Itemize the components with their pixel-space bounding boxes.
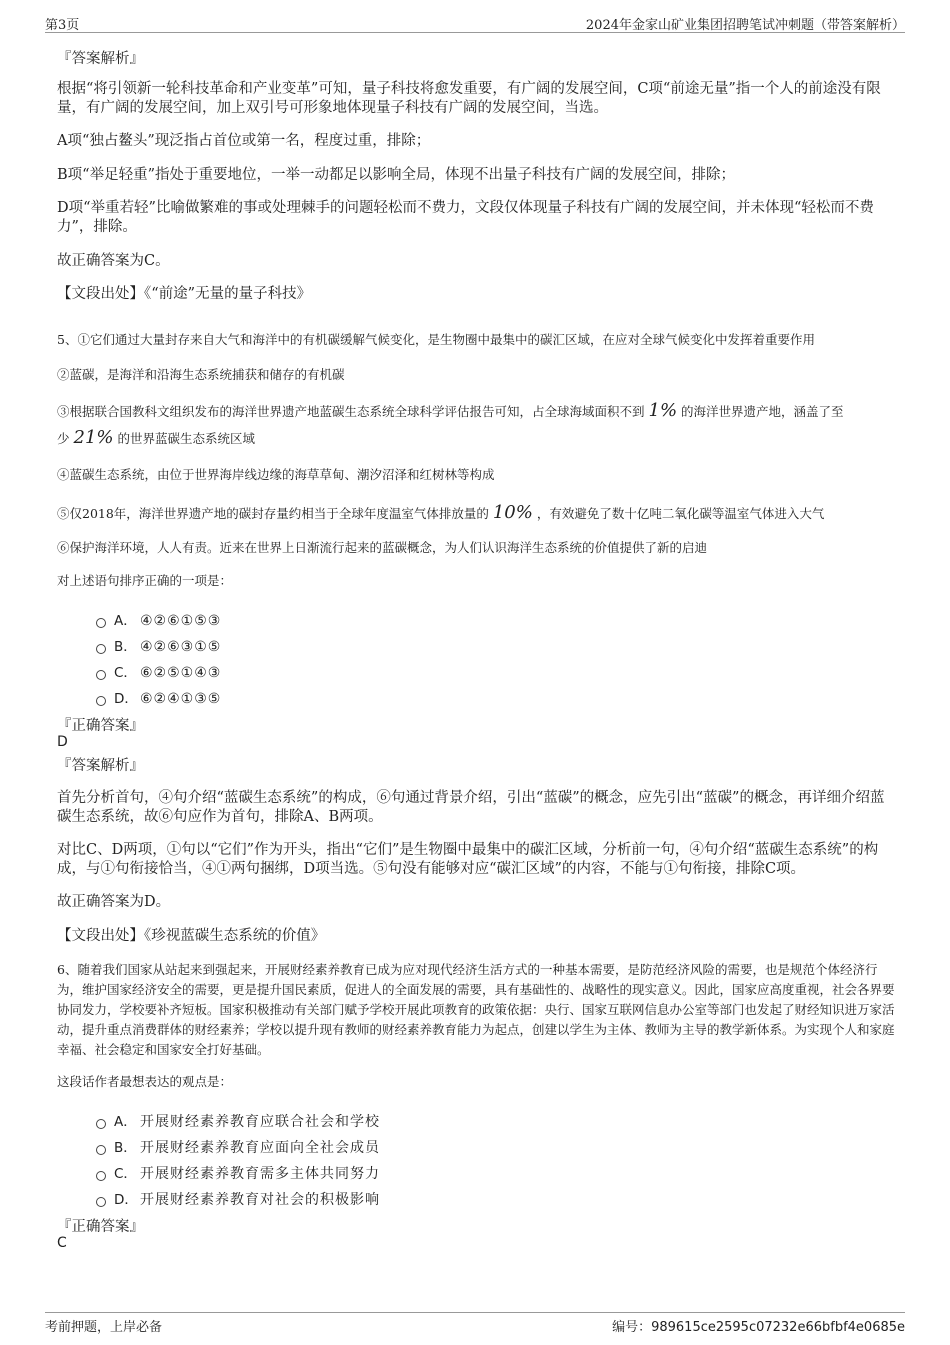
q4-conclusion: 故正确答案为C。 (57, 253, 170, 269)
q4-source: 【文段出处】《“前途”无量的量子科技》 (57, 286, 312, 302)
page-footer (45, 1312, 905, 1335)
q5-sentence-5-part-a: ⑤仅2018年，海洋世界遗产地的碳封存量约相当于全球年度温室气体排放量的 (57, 506, 489, 521)
q5-analysis-label: 『答案解析』 (57, 758, 144, 774)
q4-analysis-para-3: B项“举足轻重”指处于重要地位，一举一动都足以影响全局，体现不出量子科技有广阔的发展空间，排除； (57, 167, 735, 183)
q5-option-a[interactable]: A． ④②⑥①⑤③ (96, 609, 221, 629)
q4-analysis-label: 『答案解析』 (57, 51, 144, 67)
q5-option-d[interactable]: D． ⑥②④①③⑤ (96, 687, 221, 707)
q6-stem: 6、随着我们国家从站起来到强起来，开展财经素养教育已成为应对现代经济生活方式的一种基本需要，是防范经济风险的需要，也是规范个体经济行为，维护国家经济安全的需要，更是提升国民素质，促进人的全面发展的需要，具有基础性的、战略性的现实意义。因此，国家应高度重视，社会各界要协同发力，学校要补齐短板。国家积极推动有关部门赋予学校开展此项教育的政策依据：央行、国家互联网信息办公室等部门也发起了财经知识进万家活动，提升重点消费群体的财经素养；学校以提升现有教师的财经素养教育能力为起点，创建以学生为主体、教师为主导的教学新体系。为实现个人和家庭幸福、社会稳定和国家安全打好基础。 (57, 962, 895, 1057)
q5-sentence-3-part-b: 的海洋世界遗产地，涵盖了至 (681, 404, 844, 419)
q5-sentence-3 (57, 398, 895, 452)
radio-icon[interactable] (96, 618, 106, 628)
q5-option-b[interactable]: B． ④②⑥③①⑤ (96, 635, 221, 655)
q5-answer-label: 『正确答案』 (57, 718, 144, 734)
q6-answer-label: 『正确答案』 (57, 1219, 144, 1235)
q5-percent-1: 1% (648, 400, 678, 421)
radio-icon[interactable] (96, 670, 106, 680)
document-title: 2024年金家山矿业集团招聘笔试冲刺题（带答案解析） (585, 18, 905, 33)
q5-sentence-4: ④蓝碳生态系统，由位于世界海岸线边缘的海草草甸、潮汐沼泽和红树林等构成 (57, 467, 495, 482)
q4-analysis-para-1: 根据“将引领新一轮科技革命和产业变革”可知，量子科技将愈发重要，有广阔的发展空间，C项“前途无量”指一个人的前途没有限量，有广阔的发展空间，加上双引号可形象地体现量子科技有广阔的发展空间，当选。 (57, 81, 881, 116)
q5-sentence-1: 5、①它们通过大量封存来自大气和海洋中的有机碳缓解气候变化，是生物圈中最集中的碳汇区域，在应对全球气候变化中发挥着重要作用 (57, 332, 815, 347)
q6-option-a[interactable]: A． 开展财经素养教育应联合社会和学校 (96, 1110, 380, 1130)
radio-icon[interactable] (96, 1197, 106, 1207)
q5-sentence-3-part-c: 少 (57, 431, 70, 446)
q6-option-b[interactable]: B． 开展财经素养教育应面向全社会成员 (96, 1136, 380, 1156)
radio-icon[interactable] (96, 1119, 106, 1129)
q5-percent-3: 10% (492, 502, 533, 523)
q5-analysis-para-1: 首先分析首句，④句介绍“蓝碳生态系统”的构成，⑥句通过背景介绍，引出“蓝碳”的概念，应先引出“蓝碳”的概念，再详细介绍蓝碳生态系统，故⑥句应作为首句，排除A、B两项。 (57, 790, 885, 825)
footer-slogan: 考前押题，上岸必备 (45, 1320, 163, 1335)
q5-sentence-3-part-d: 的世界蓝碳生态系统区域 (117, 431, 256, 446)
q6-option-c[interactable]: C． 开展财经素养教育需多主体共同努力 (96, 1162, 380, 1182)
q5-percent-2: 21% (73, 427, 114, 448)
radio-icon[interactable] (96, 1171, 106, 1181)
document-code (612, 1316, 905, 1335)
page-number: 第3页 (45, 18, 80, 33)
document-code-value: 989615ce2595c07232e66bfbf4e0685e (651, 1320, 905, 1335)
q4-analysis-para-4: D项“举重若轻”比喻做繁难的事或处理棘手的问题轻松而不费力，文段仅体现量子科技有广阔的发展空间，并未体现“轻松而不费力”，排除。 (57, 200, 874, 235)
document-code-label: 编号： (612, 1320, 652, 1335)
q6-answer: C (57, 1235, 67, 1251)
q4-analysis-para-2: A项“独占鳌头”现泛指占首位或第一名，程度过重，排除； (57, 133, 431, 149)
q5-sentence-5-part-b: ，有效避免了数十亿吨二氧化碳等温室气体进入大气 (536, 506, 825, 521)
q5-sentence-2: ②蓝碳，是海洋和沿海生态系统捕获和储存的有机碳 (57, 367, 345, 382)
q5-prompt: 对上述语句排序正确的一项是： (57, 573, 233, 588)
q5-option-c[interactable]: C． ⑥②⑤①④③ (96, 661, 221, 681)
radio-icon[interactable] (96, 696, 106, 706)
q5-sentence-5 (57, 500, 895, 527)
q5-sentence-3-part-a: ③根据联合国教科文组织发布的海洋世界遗产地蓝碳生态系统全球科学评估报告可知，占全球海域面积不到 (57, 404, 645, 419)
page-header (45, 12, 905, 33)
q5-conclusion: 故正确答案为D。 (57, 894, 171, 910)
radio-icon[interactable] (96, 1145, 106, 1155)
q6-option-d[interactable]: D． 开展财经素养教育对社会的积极影响 (96, 1188, 380, 1208)
q5-sentence-6: ⑥保护海洋环境，人人有责。近来在世界上日渐流行起来的蓝碳概念，为人们认识海洋生态系统的价值提供了新的启迪 (57, 540, 708, 555)
radio-icon[interactable] (96, 644, 106, 654)
q5-answer: D (57, 734, 68, 750)
q5-analysis-para-2: 对比C、D两项，①句以“它们”作为开头，指出“它们”是生物圈中最集中的碳汇区域，分析前一句，④句介绍“蓝碳生态系统”的构成，与①句衔接恰当，④①两句捆绑，D项当选。⑤句没有能够对应“碳汇区域”的内容，不能与①句衔接，排除C项。 (57, 842, 879, 877)
q5-source: 【文段出处】《珍视蓝碳生态系统的价值》 (57, 928, 326, 944)
q6-prompt: 这段话作者最想表达的观点是： (57, 1074, 233, 1089)
